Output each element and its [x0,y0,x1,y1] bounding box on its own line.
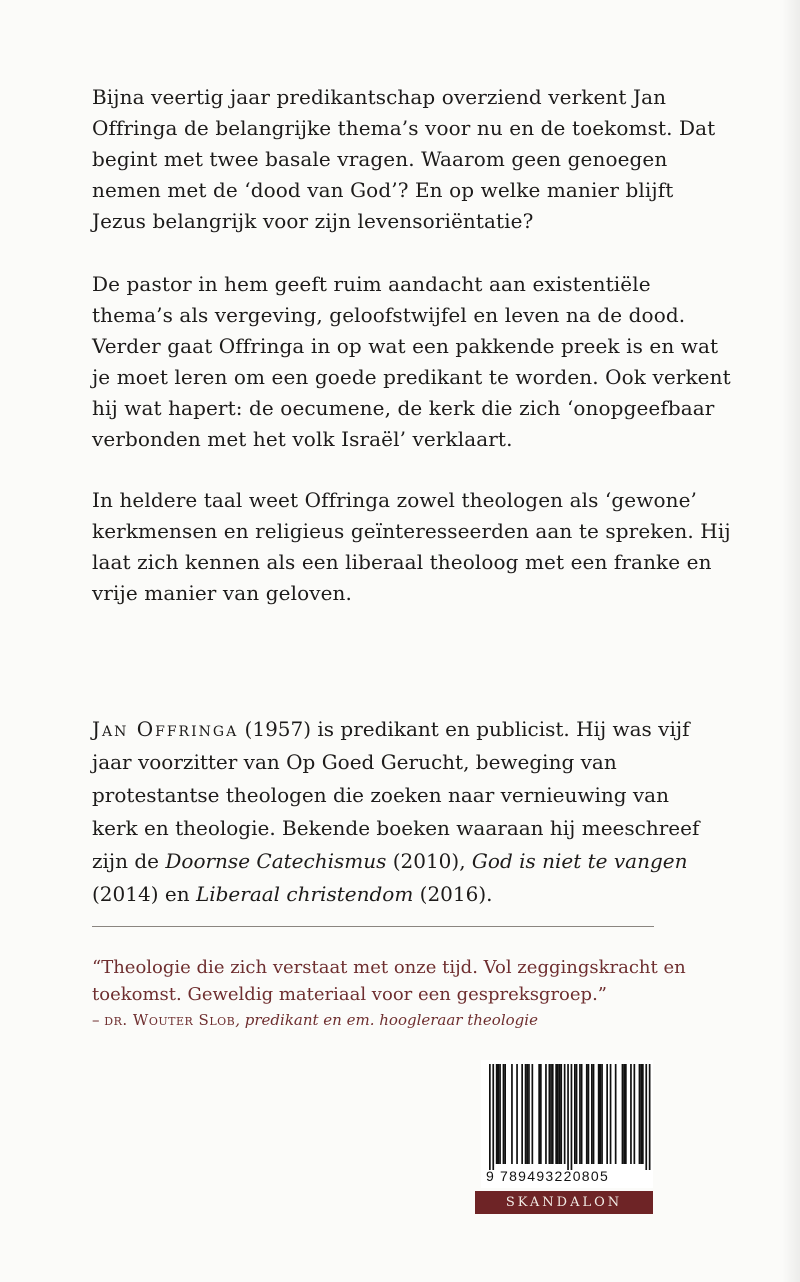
blurb-paragraph-3: In heldere taal weet Offringa zowel theologen als ‘gewone’ kerkmensen en religieus geïnteresseerden aan te spreken. Hij laat zich kennen als een liberaal theoloog met een franke en vrije manier van geloven. [92,488,731,605]
barcode-bar [634,1064,636,1164]
barcode-bar [564,1064,566,1164]
barcode-bar [555,1064,557,1164]
barcode-bar [591,1064,593,1164]
barcode-bar [615,1064,617,1164]
book-title-1: Doornse Catechismus [165,849,387,873]
endorser-name: dr. Wouter Slob [104,1011,236,1029]
barcode-bar [525,1064,527,1164]
barcode-bar [503,1064,505,1164]
barcode-bar [499,1064,501,1164]
barcode-bar [516,1064,518,1164]
barcode-bar [521,1064,523,1164]
endorser-role: , predikant en em. hoogleraar theologie [235,1011,538,1029]
barcode-bar [623,1064,625,1164]
barcode-bar [642,1064,644,1164]
barcode-bar [598,1064,600,1164]
barcode-bar [600,1064,602,1164]
barcode-bar [532,1064,534,1164]
barcode-bar [496,1064,498,1164]
barcode-bar [545,1064,547,1164]
barcode-bar [511,1064,513,1164]
barcode-bar [586,1064,588,1164]
barcode-bar [622,1064,624,1164]
spine-shadow [782,0,800,1282]
barcode-bar [576,1064,578,1164]
isbn-first-digit: 9 [486,1168,494,1184]
barcode-bar [498,1064,500,1164]
barcode-bar [639,1064,641,1164]
barcode-bar [649,1064,651,1170]
barcode-bar [640,1064,642,1164]
barcode-bar [549,1064,551,1164]
divider [92,926,654,927]
barcode-bar [610,1064,612,1164]
quote-text: “Theologie die zich verstaat met onze tijd. Vol zeggingskracht en toekomst. Geweldig materiaal voor een gespreksgroep.” [92,957,686,1005]
quote-attribution [92,1008,732,1032]
barcode-bar [559,1064,561,1164]
barcode-bar [645,1064,647,1170]
bio-text-4: (2016). [413,882,493,906]
bio-text-1: (1957) is predikant en publicist. Hij was vijf jaar voorzitter van Op Goed Gerucht, beweging van protestantse theologen die zoeken naar vernieuwing van kerk en theologie. Bekende boeken waaraan hij meeschreef zijn de [92,717,700,873]
bio-text-3: (2014) en [92,882,196,906]
endorsement-quote [92,954,732,1032]
barcode-bar [581,1064,583,1164]
barcode-bar [625,1064,627,1164]
barcode-bar [550,1064,552,1164]
barcode-bar [579,1064,581,1164]
barcode-bar [571,1064,573,1170]
isbn-digits: 789493220805 [500,1168,610,1184]
barcode-bar [492,1064,494,1170]
author-name: Jan Offringa [92,717,239,741]
barcode-bar [574,1064,576,1164]
barcode-bar [557,1064,559,1164]
author-bio [92,713,712,911]
barcode-bar [552,1064,554,1164]
barcode-bar [588,1064,590,1164]
barcode-bar [560,1064,562,1164]
barcode-bar [504,1064,506,1164]
barcode-bar [606,1064,608,1164]
book-title-3: Liberaal christendom [195,882,414,906]
blurb-paragraph-2: De pastor in hem geeft ruim aandacht aan existentiële thema’s als vergeving, geloofstwijfel en leven na de dood. Verder gaat Offringa in op wat een pakkende preek is en wat je moet leren om een goede predikant te worden. Ook verkent hij wat hapert: de oecumene, de kerk die zich ‘onopgeefbaar verbonden met het volk Israël’ verklaart. [92,272,731,451]
barcode-bar [601,1064,603,1164]
barcode-bar [526,1064,528,1164]
barcode-bar [567,1064,569,1170]
barcode-bar [593,1064,595,1164]
blurb [92,82,732,639]
barcode-bar [489,1064,491,1170]
publisher-logo: SKANDALON [475,1191,653,1214]
blurb-paragraph-1: Bijna veertig jaar predikantschap overziend verkent Jan Offringa de belangrijke thema’s voor nu en de toekomst. Dat begint met twee basale vragen. Waarom geen genoegen nemen met de ‘dood van God’? En op welke manier blijft Jezus belangrijk voor zijn levensoriëntatie? [92,85,716,233]
barcode-bar [540,1064,542,1164]
book-title-2: God is niet te vangen [471,849,688,873]
barcode-bar [630,1064,632,1164]
attribution-dash: – [92,1011,105,1029]
barcode-bar [528,1064,530,1164]
barcode-bar [538,1064,540,1164]
bio-text-2: (2010), [386,849,472,873]
